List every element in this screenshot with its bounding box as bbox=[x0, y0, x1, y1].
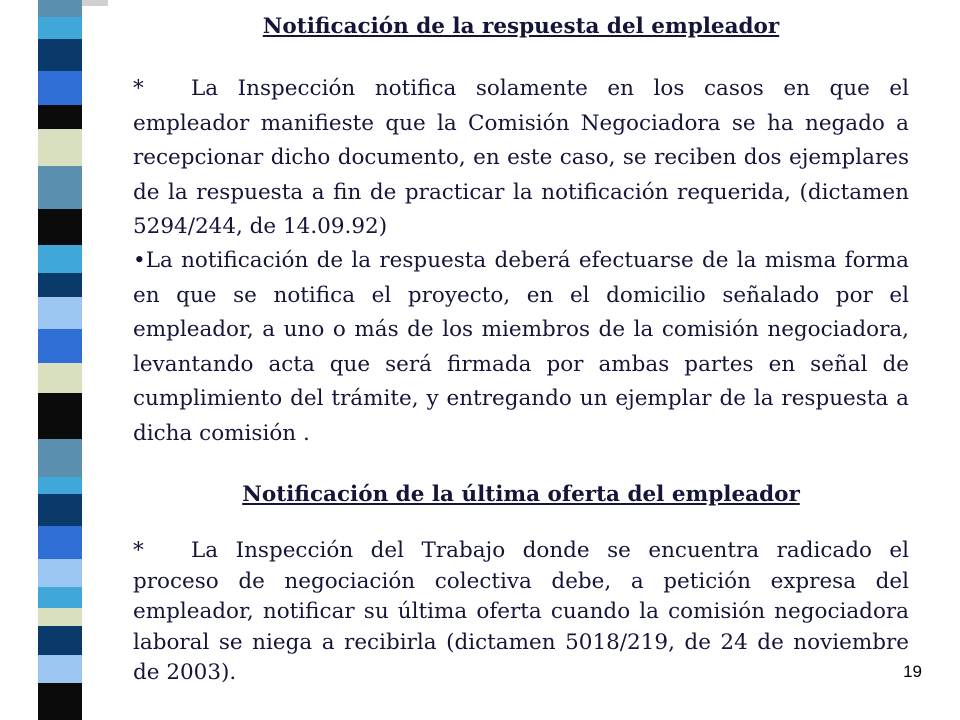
page-number: 19 bbox=[903, 662, 922, 681]
section2-heading: Notificación de la última oferta del empleador bbox=[242, 482, 800, 507]
bullet-marker: • bbox=[133, 248, 146, 273]
asterisk-marker: * bbox=[133, 538, 144, 563]
section1-heading: Notificación de la respuesta del empleador bbox=[262, 14, 780, 39]
asterisk-marker: * bbox=[133, 76, 144, 101]
slide-content bbox=[133, 0, 909, 720]
section1-paragraph2 bbox=[133, 244, 909, 451]
paragraph-text: La Inspección del Trabajo donde se encuentra radicado el proceso de negociación colectiva debe, a petición expresa del empleador, notificar su última oferta cuando la comisión negociadora laboral se niega a recibirla (dictamen 5018/219, de 24 de noviembre de 2003). bbox=[133, 538, 909, 685]
paragraph-text: La Inspección notifica solamente en los casos en que el empleador manifieste que la Comisión Negociadora se ha negado a recepcionar dicho documento, en este caso, se reciben dos ejemplares de la respuesta a fin de practicar la notificación requerida, (dictamen 5294/244, de 14.09.92) bbox=[133, 76, 909, 239]
paragraph-text: La notificación de la respuesta deberá efectuarse de la misma forma en que se notifica el proyecto, en el domicilio señalado por el empleador, a uno o más de los miembros de la comisión negociadora, levantando acta que será firmada por ambas partes en señal de cumplimiento del trámite, y entregando un ejemplar de la respuesta a dicha comisión . bbox=[133, 248, 909, 446]
stripe-shadow bbox=[82, 0, 108, 720]
section2-paragraph bbox=[133, 536, 909, 689]
decorative-stripe bbox=[38, 0, 82, 720]
section1-paragraph1 bbox=[133, 72, 909, 245]
